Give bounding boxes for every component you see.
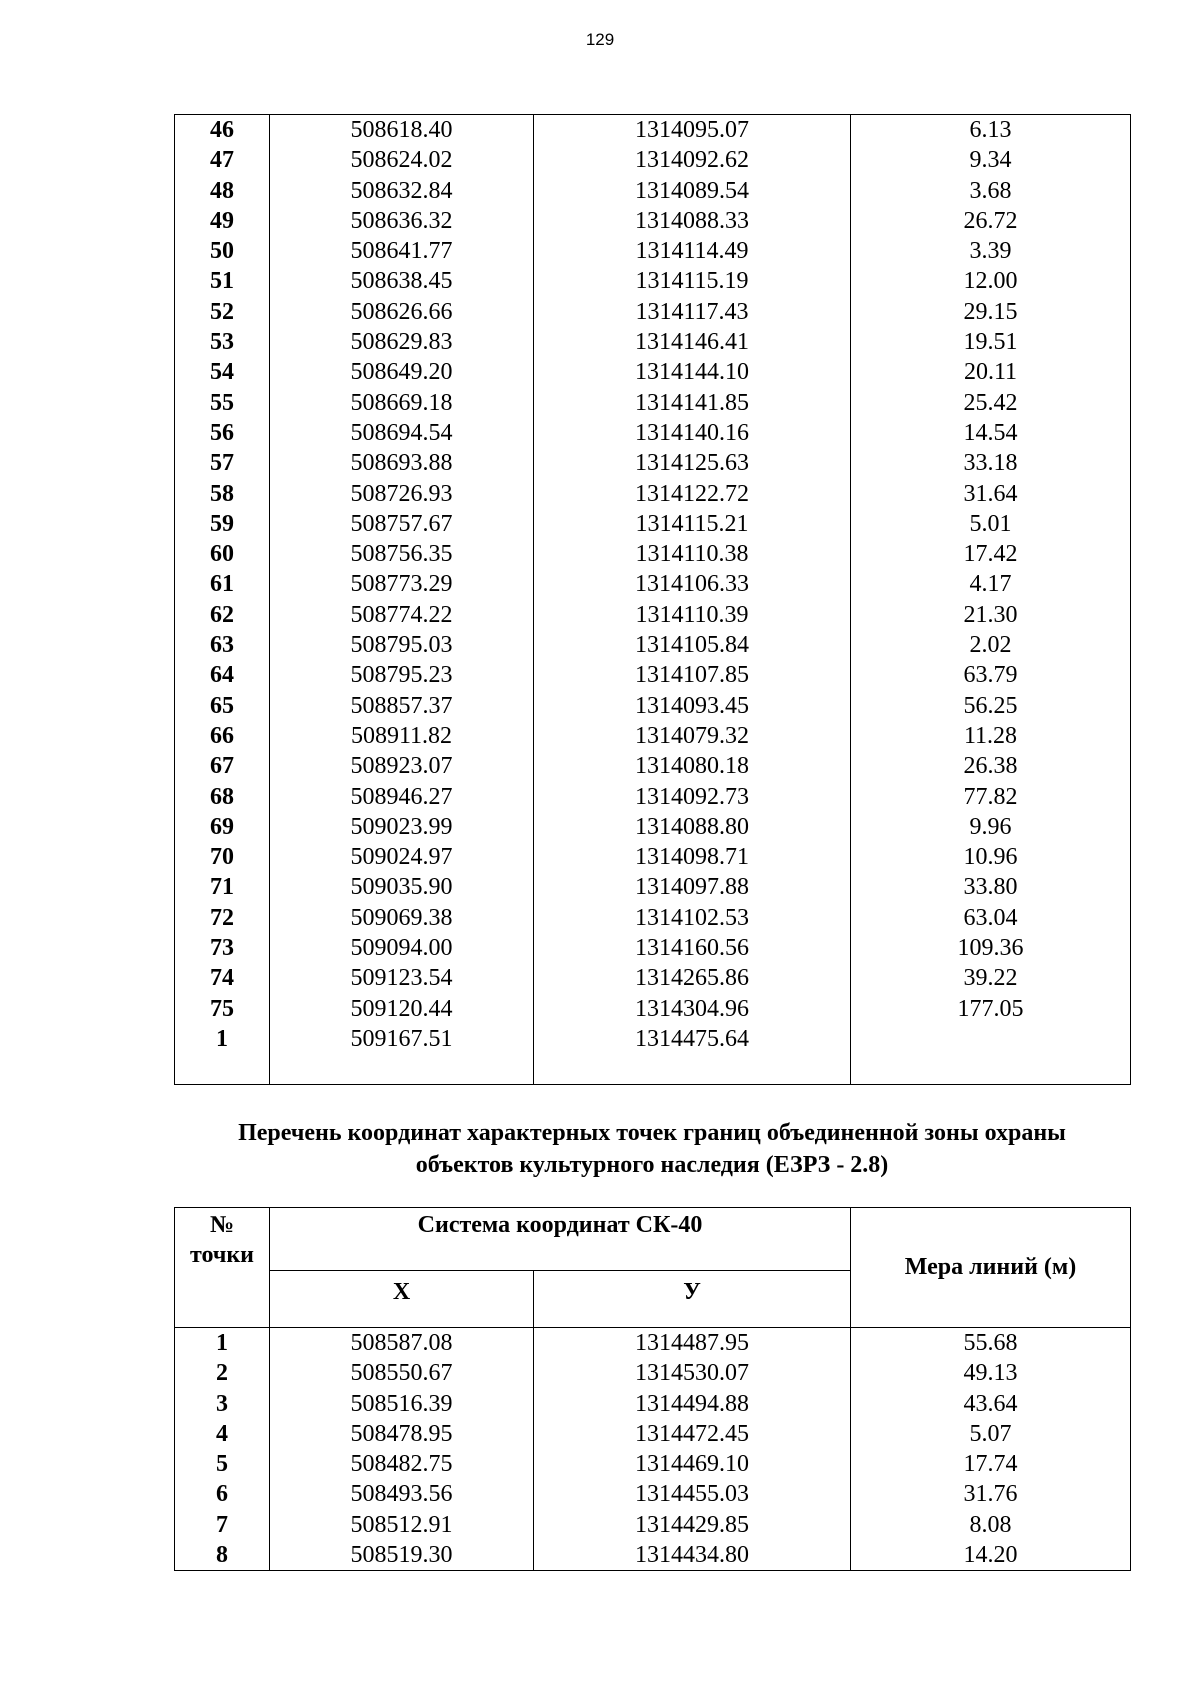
y-coordinate-cell: 1314469.10 xyxy=(534,1449,851,1479)
table-header xyxy=(175,1208,1131,1328)
table-row xyxy=(175,327,1131,357)
point-number-cell: 62 xyxy=(175,600,270,630)
x-coordinate-cell: 509167.51 xyxy=(270,1024,534,1054)
y-coordinate-cell: 1314472.45 xyxy=(534,1419,851,1449)
y-coordinate-cell: 1314125.63 xyxy=(534,448,851,478)
y-coordinate-cell: 1314304.96 xyxy=(534,994,851,1024)
y-coordinate-cell: 1314080.18 xyxy=(534,751,851,781)
line-length-cell: 2.02 xyxy=(851,630,1131,660)
x-coordinate-cell: 508757.67 xyxy=(270,509,534,539)
table-row xyxy=(175,176,1131,206)
table-row xyxy=(175,691,1131,721)
x-coordinate-cell: 509023.99 xyxy=(270,812,534,842)
y-coordinate-cell: 1314117.43 xyxy=(534,297,851,327)
x-coordinate-cell: 508946.27 xyxy=(270,782,534,812)
y-coordinate-cell: 1314455.03 xyxy=(534,1479,851,1509)
x-coordinate-cell: 509120.44 xyxy=(270,994,534,1024)
line-length-cell: 12.00 xyxy=(851,266,1131,296)
y-coordinate-cell: 1314530.07 xyxy=(534,1358,851,1388)
table-row xyxy=(175,872,1131,902)
coordinates-table-body xyxy=(175,1328,1131,1571)
line-length-cell: 4.17 xyxy=(851,569,1131,599)
point-number-cell: 5 xyxy=(175,1449,270,1479)
x-coordinate-cell: 508636.32 xyxy=(270,206,534,236)
point-number-cell: 49 xyxy=(175,206,270,236)
x-coordinate-cell: 509123.54 xyxy=(270,963,534,993)
line-length-cell: 14.20 xyxy=(851,1540,1131,1571)
table-row xyxy=(175,266,1131,296)
y-coordinate-cell: 1314105.84 xyxy=(534,630,851,660)
point-number-cell: 7 xyxy=(175,1510,270,1540)
table-row xyxy=(175,1479,1131,1509)
y-coordinate-cell: 1314097.88 xyxy=(534,872,851,902)
point-number-cell: 61 xyxy=(175,569,270,599)
table-row xyxy=(175,448,1131,478)
y-coordinate-cell: 1314115.21 xyxy=(534,509,851,539)
table-row xyxy=(175,1419,1131,1449)
y-coordinate-cell: 1314089.54 xyxy=(534,176,851,206)
point-number-cell: 56 xyxy=(175,418,270,448)
y-coordinate-cell: 1314114.49 xyxy=(534,236,851,266)
point-number-cell: 53 xyxy=(175,327,270,357)
x-coordinate-cell: 508587.08 xyxy=(270,1328,534,1359)
table-row xyxy=(175,418,1131,448)
y-coordinate-cell: 1314434.80 xyxy=(534,1540,851,1571)
x-coordinate-cell: 508649.20 xyxy=(270,357,534,387)
point-number-cell: 47 xyxy=(175,145,270,175)
table-row xyxy=(175,297,1131,327)
x-coordinate-cell: 508694.54 xyxy=(270,418,534,448)
table-row xyxy=(175,933,1131,963)
line-length-cell: 19.51 xyxy=(851,327,1131,357)
point-number-cell: 74 xyxy=(175,963,270,993)
line-length-cell: 14.54 xyxy=(851,418,1131,448)
line-length-cell: 31.64 xyxy=(851,479,1131,509)
x-coordinate-cell: 508756.35 xyxy=(270,539,534,569)
line-length-cell: 8.08 xyxy=(851,1510,1131,1540)
x-coordinate-cell: 508550.67 xyxy=(270,1358,534,1388)
point-number-cell: 73 xyxy=(175,933,270,963)
y-coordinate-cell: 1314088.33 xyxy=(534,206,851,236)
point-number-cell: 1 xyxy=(175,1328,270,1359)
y-coordinate-cell: 1314110.39 xyxy=(534,600,851,630)
point-number-cell: 65 xyxy=(175,691,270,721)
line-length-cell xyxy=(851,1024,1131,1054)
x-coordinate-cell: 509094.00 xyxy=(270,933,534,963)
x-coordinate-cell: 508795.03 xyxy=(270,630,534,660)
line-length-cell: 77.82 xyxy=(851,782,1131,812)
table-row xyxy=(175,660,1131,690)
coordinates-table-ezrz xyxy=(174,1207,1131,1571)
y-coordinate-cell: 1314122.72 xyxy=(534,479,851,509)
line-length-cell: 3.39 xyxy=(851,236,1131,266)
line-length-cell: 21.30 xyxy=(851,600,1131,630)
x-coordinate-cell: 508857.37 xyxy=(270,691,534,721)
table-row xyxy=(175,1389,1131,1419)
line-length-cell: 31.76 xyxy=(851,1479,1131,1509)
table-row xyxy=(175,630,1131,660)
section-heading xyxy=(174,1117,1130,1181)
point-number-cell: 60 xyxy=(175,539,270,569)
line-length-cell: 5.07 xyxy=(851,1419,1131,1449)
line-length-cell: 5.01 xyxy=(851,509,1131,539)
line-length-cell: 177.05 xyxy=(851,994,1131,1024)
point-number-cell: 55 xyxy=(175,388,270,418)
point-number-cell: 51 xyxy=(175,266,270,296)
x-coordinate-cell: 508626.66 xyxy=(270,297,534,327)
point-number-cell: 58 xyxy=(175,479,270,509)
header-coord-system: Система координат СК-40 xyxy=(270,1208,851,1271)
y-coordinate-cell: 1314144.10 xyxy=(534,357,851,387)
table-row-empty xyxy=(175,1054,1131,1085)
y-coordinate-cell: 1314265.86 xyxy=(534,963,851,993)
point-number-cell: 63 xyxy=(175,630,270,660)
line-length-cell: 25.42 xyxy=(851,388,1131,418)
y-coordinate-cell: 1314098.71 xyxy=(534,842,851,872)
table-row xyxy=(175,357,1131,387)
line-length-cell: 56.25 xyxy=(851,691,1131,721)
header-point-no xyxy=(175,1208,270,1328)
table-row xyxy=(175,206,1131,236)
table-row xyxy=(175,994,1131,1024)
line-length-cell: 109.36 xyxy=(851,933,1131,963)
empty-cell xyxy=(534,1054,851,1085)
x-coordinate-cell: 508693.88 xyxy=(270,448,534,478)
line-length-cell: 43.64 xyxy=(851,1389,1131,1419)
empty-cell xyxy=(175,1054,270,1085)
y-coordinate-cell: 1314092.62 xyxy=(534,145,851,175)
section-heading-line1: Перечень координат характерных точек границ объединенной зоны охраны xyxy=(238,1120,1066,1146)
point-number-cell: 69 xyxy=(175,812,270,842)
table-row xyxy=(175,963,1131,993)
section-heading-line2: объектов культурного наследия (ЕЗРЗ - 2.8) xyxy=(415,1152,889,1178)
x-coordinate-cell: 508624.02 xyxy=(270,145,534,175)
x-coordinate-cell: 508618.40 xyxy=(270,115,534,146)
y-coordinate-cell: 1314095.07 xyxy=(534,115,851,146)
point-number-cell: 67 xyxy=(175,751,270,781)
x-coordinate-cell: 509035.90 xyxy=(270,872,534,902)
table-row xyxy=(175,1358,1131,1388)
x-coordinate-cell: 508512.91 xyxy=(270,1510,534,1540)
x-coordinate-cell: 508629.83 xyxy=(270,327,534,357)
line-length-cell: 9.34 xyxy=(851,145,1131,175)
y-coordinate-cell: 1314107.85 xyxy=(534,660,851,690)
line-length-cell: 55.68 xyxy=(851,1328,1131,1359)
point-number-cell: 75 xyxy=(175,994,270,1024)
x-coordinate-cell: 508795.23 xyxy=(270,660,534,690)
table-row xyxy=(175,1540,1131,1571)
point-number-cell: 59 xyxy=(175,509,270,539)
y-coordinate-cell: 1314079.32 xyxy=(534,721,851,751)
y-coordinate-cell: 1314429.85 xyxy=(534,1510,851,1540)
point-number-cell: 3 xyxy=(175,1389,270,1419)
point-number-cell: 68 xyxy=(175,782,270,812)
table-row xyxy=(175,115,1131,146)
table-row xyxy=(175,721,1131,751)
y-coordinate-cell: 1314088.80 xyxy=(534,812,851,842)
x-coordinate-cell: 508773.29 xyxy=(270,569,534,599)
point-number-cell: 54 xyxy=(175,357,270,387)
y-coordinate-cell: 1314140.16 xyxy=(534,418,851,448)
x-coordinate-cell: 508493.56 xyxy=(270,1479,534,1509)
table-row xyxy=(175,539,1131,569)
x-coordinate-cell: 508482.75 xyxy=(270,1449,534,1479)
y-coordinate-cell: 1314160.56 xyxy=(534,933,851,963)
point-number-cell: 71 xyxy=(175,872,270,902)
line-length-cell: 20.11 xyxy=(851,357,1131,387)
x-coordinate-cell: 508641.77 xyxy=(270,236,534,266)
x-coordinate-cell: 508638.45 xyxy=(270,266,534,296)
point-number-cell: 8 xyxy=(175,1540,270,1571)
y-coordinate-cell: 1314102.53 xyxy=(534,903,851,933)
point-number-cell: 52 xyxy=(175,297,270,327)
x-coordinate-cell: 508669.18 xyxy=(270,388,534,418)
point-number-cell: 6 xyxy=(175,1479,270,1509)
point-number-cell: 48 xyxy=(175,176,270,206)
line-length-cell: 26.38 xyxy=(851,751,1131,781)
x-coordinate-cell: 509069.38 xyxy=(270,903,534,933)
line-length-cell: 17.42 xyxy=(851,539,1131,569)
x-coordinate-cell: 508911.82 xyxy=(270,721,534,751)
table-row xyxy=(175,479,1131,509)
header-line-length: Мера линий (м) xyxy=(851,1208,1131,1328)
header-point-no-line1: № xyxy=(209,1212,235,1238)
table-row xyxy=(175,600,1131,630)
empty-cell xyxy=(851,1054,1131,1085)
table-row xyxy=(175,903,1131,933)
x-coordinate-cell: 509024.97 xyxy=(270,842,534,872)
coordinates-table-continued xyxy=(174,114,1131,1085)
x-coordinate-cell: 508632.84 xyxy=(270,176,534,206)
point-number-cell: 46 xyxy=(175,115,270,146)
point-number-cell: 64 xyxy=(175,660,270,690)
line-length-cell: 29.15 xyxy=(851,297,1131,327)
line-length-cell: 33.80 xyxy=(851,872,1131,902)
y-coordinate-cell: 1314092.73 xyxy=(534,782,851,812)
line-length-cell: 63.79 xyxy=(851,660,1131,690)
coordinates-table-body xyxy=(175,115,1131,1085)
point-number-cell: 66 xyxy=(175,721,270,751)
y-coordinate-cell: 1314494.88 xyxy=(534,1389,851,1419)
point-number-cell: 2 xyxy=(175,1358,270,1388)
table-row xyxy=(175,1510,1131,1540)
table-row xyxy=(175,236,1131,266)
y-coordinate-cell: 1314141.85 xyxy=(534,388,851,418)
x-coordinate-cell: 508774.22 xyxy=(270,600,534,630)
empty-cell xyxy=(270,1054,534,1085)
table-row xyxy=(175,569,1131,599)
y-coordinate-cell: 1314475.64 xyxy=(534,1024,851,1054)
line-length-cell: 10.96 xyxy=(851,842,1131,872)
y-coordinate-cell: 1314115.19 xyxy=(534,266,851,296)
line-length-cell: 17.74 xyxy=(851,1449,1131,1479)
line-length-cell: 39.22 xyxy=(851,963,1131,993)
table-row xyxy=(175,1024,1131,1054)
page-number: 129 xyxy=(585,30,615,49)
y-coordinate-cell: 1314110.38 xyxy=(534,539,851,569)
line-length-cell: 33.18 xyxy=(851,448,1131,478)
point-number-cell: 57 xyxy=(175,448,270,478)
line-length-cell: 26.72 xyxy=(851,206,1131,236)
point-number-cell: 50 xyxy=(175,236,270,266)
table-row xyxy=(175,782,1131,812)
point-number-cell: 1 xyxy=(175,1024,270,1054)
table-row xyxy=(175,812,1131,842)
line-length-cell: 9.96 xyxy=(851,812,1131,842)
line-length-cell: 6.13 xyxy=(851,115,1131,146)
table-row xyxy=(175,509,1131,539)
point-number-cell: 4 xyxy=(175,1419,270,1449)
table-row xyxy=(175,388,1131,418)
point-number-cell: 70 xyxy=(175,842,270,872)
table-row xyxy=(175,751,1131,781)
table-row xyxy=(175,145,1131,175)
y-coordinate-cell: 1314093.45 xyxy=(534,691,851,721)
y-coordinate-cell: 1314106.33 xyxy=(534,569,851,599)
line-length-cell: 11.28 xyxy=(851,721,1131,751)
x-coordinate-cell: 508478.95 xyxy=(270,1419,534,1449)
line-length-cell: 63.04 xyxy=(851,903,1131,933)
line-length-cell: 49.13 xyxy=(851,1358,1131,1388)
point-number-cell: 72 xyxy=(175,903,270,933)
table-row xyxy=(175,1449,1131,1479)
header-x: X xyxy=(270,1271,534,1328)
table-row xyxy=(175,1328,1131,1359)
x-coordinate-cell: 508516.39 xyxy=(270,1389,534,1419)
x-coordinate-cell: 508923.07 xyxy=(270,751,534,781)
y-coordinate-cell: 1314146.41 xyxy=(534,327,851,357)
header-y: У xyxy=(534,1271,851,1328)
y-coordinate-cell: 1314487.95 xyxy=(534,1328,851,1359)
header-point-no-line2: точки xyxy=(189,1242,255,1268)
x-coordinate-cell: 508726.93 xyxy=(270,479,534,509)
table-row xyxy=(175,842,1131,872)
line-length-cell: 3.68 xyxy=(851,176,1131,206)
x-coordinate-cell: 508519.30 xyxy=(270,1540,534,1571)
